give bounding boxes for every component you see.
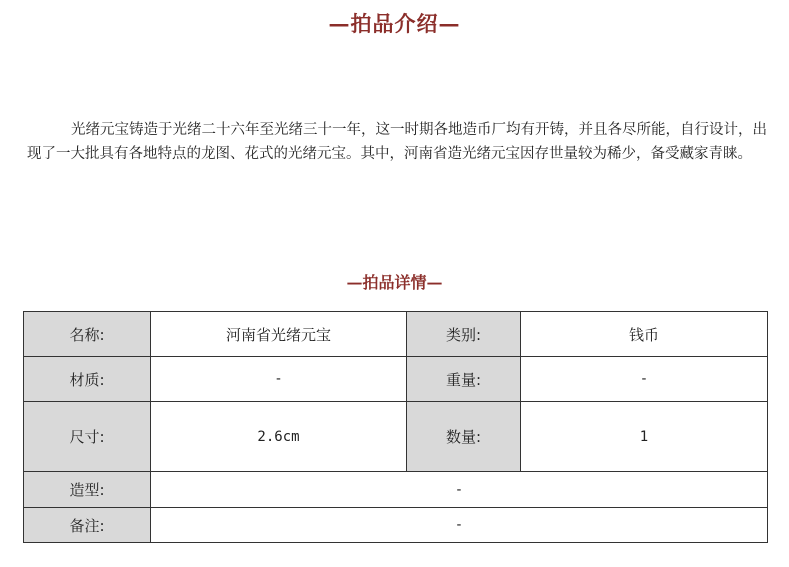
details-table [23,311,768,543]
category-value: 钱币 [521,312,768,357]
size-label: 尺寸: [24,402,151,472]
category-label: 类别: [407,312,521,357]
remarks-label: 备注: [24,508,151,543]
table-row [24,472,768,508]
size-value: 2.6cm [151,402,407,472]
details-title: —拍品详情— [346,273,443,292]
page-title: —拍品介绍— [328,11,461,36]
weight-label: 重量: [407,357,521,402]
table-row [24,508,768,543]
quantity-value: 1 [521,402,768,472]
table-row [24,312,768,357]
shape-label: 造型: [24,472,151,508]
name-label: 名称: [24,312,151,357]
table-row [24,402,768,472]
material-label: 材质: [24,357,151,402]
name-value: 河南省光绪元宝 [151,312,407,357]
intro-paragraph: 光绪元宝铸造于光绪二十六年至光绪三十一年，这一时期各地造币厂均有开铸，并且各尽所能，自行设计，出现了一大批具有各地特点的龙图、花式的光绪元宝。其中，河南省造光绪元宝因存世量较为稀少，备受藏家青睐。 [27,122,767,162]
shape-value: - [151,472,768,508]
material-value: - [151,357,407,402]
table-row [24,357,768,402]
quantity-label: 数量: [407,402,521,472]
weight-value: - [521,357,768,402]
remarks-value: - [151,508,768,543]
